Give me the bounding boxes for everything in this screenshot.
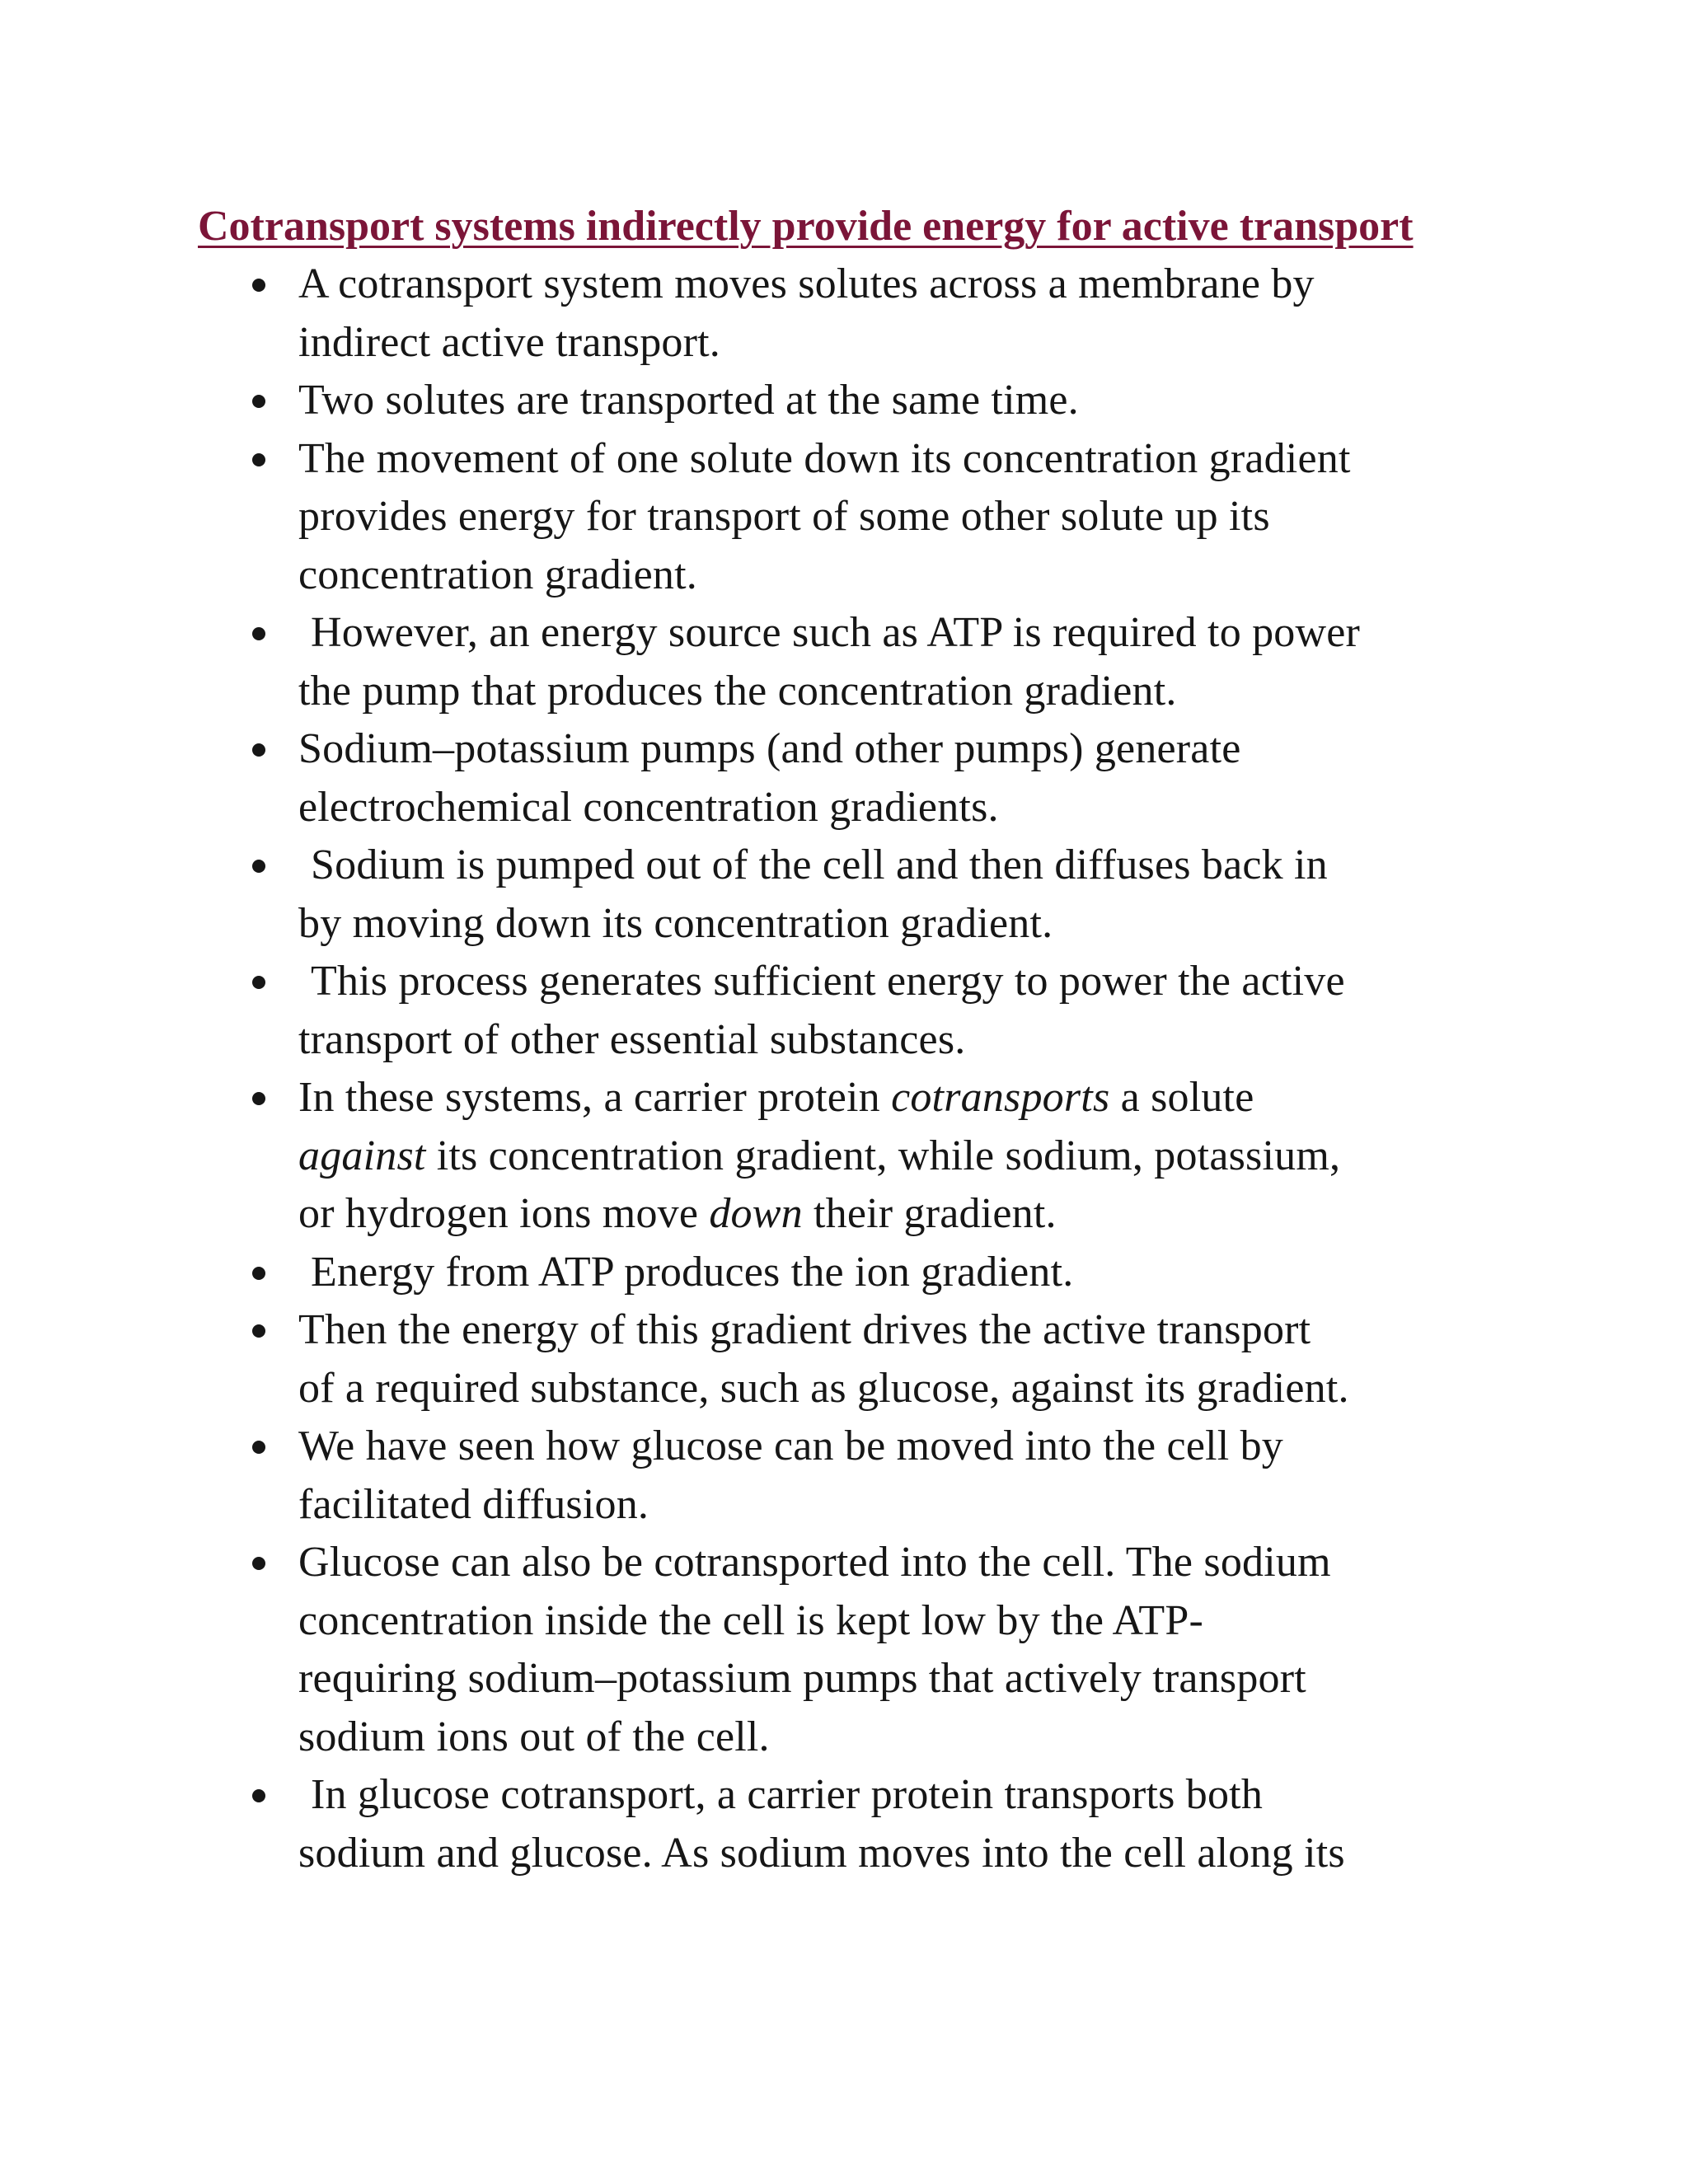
bullet-line <box>298 1127 1493 1186</box>
text-segment: Energy from ATP produces the ion gradient. <box>311 1248 1074 1296</box>
text-segment: In these systems, a carrier protein <box>298 1074 892 1121</box>
section-heading: Cotransport systems indirectly provide energy for active transport <box>198 203 1414 250</box>
bullet-line <box>298 1650 1493 1708</box>
bullet-line <box>298 314 1493 373</box>
bullet-dot-icon <box>252 860 265 873</box>
bullet-dot-icon <box>252 1092 265 1105</box>
text-segment: The movement of one solute down its concentration gradient <box>298 434 1351 482</box>
bullet-line <box>298 488 1493 546</box>
text-segment: We have seen how glucose can be moved into the cell by <box>298 1422 1283 1469</box>
bullet-item <box>298 837 1493 953</box>
bullet-line <box>298 1592 1493 1651</box>
bullet-line <box>298 430 1493 489</box>
text-segment: indirect active transport. <box>298 318 720 366</box>
text-segment: This process generates sufficient energy to power the active <box>311 958 1345 1005</box>
emphasized-text: down <box>709 1190 803 1237</box>
text-segment: Then the energy of this gradient drives the active transport <box>298 1306 1311 1353</box>
bullet-line <box>298 720 1493 779</box>
text-segment: of a required substance, such as glucose, against its gradient. <box>298 1364 1349 1412</box>
bullet-line <box>298 372 1493 430</box>
bullet-item <box>298 1418 1493 1534</box>
text-segment: its concentration gradient, while sodium, potassium, <box>425 1132 1341 1179</box>
bullet-line <box>298 1534 1493 1592</box>
bullet-line <box>298 663 1493 721</box>
bullet-line <box>298 1301 1493 1360</box>
bullet-line <box>298 1185 1493 1244</box>
text-segment: However, an energy source such as ATP is required to power <box>311 609 1361 656</box>
text-segment: transport of other essential substances. <box>298 1015 966 1063</box>
bullet-line <box>298 1360 1493 1418</box>
bullet-line <box>298 1418 1493 1476</box>
bullet-item <box>298 1069 1493 1244</box>
text-segment: Two solutes are transported at the same time. <box>298 377 1079 424</box>
bullet-item <box>298 255 1493 372</box>
text-segment: the pump that produces the concentration gradient. <box>298 667 1177 715</box>
bullet-dot-icon <box>252 1324 265 1338</box>
bullet-item <box>298 1534 1493 1766</box>
bullet-line <box>298 1476 1493 1535</box>
text-segment: requiring sodium–potassium pumps that actively transport <box>298 1655 1306 1702</box>
bullet-dot-icon <box>252 743 265 757</box>
text-segment: Glucose can also be cotransported into the cell. The sodium <box>298 1539 1331 1586</box>
bullet-line <box>298 779 1493 837</box>
bullet-item <box>298 1301 1493 1418</box>
bullet-dot-icon <box>252 1267 265 1280</box>
bullet-item <box>298 372 1493 430</box>
bullet-line <box>298 895 1493 954</box>
bullet-dot-icon <box>252 453 265 466</box>
text-segment: concentration inside the cell is kept low by the ATP- <box>298 1596 1204 1644</box>
bullet-line <box>298 1011 1493 1070</box>
text-segment: Sodium is pumped out of the cell and then diffuses back in <box>311 841 1328 888</box>
bullet-dot-icon <box>252 395 265 408</box>
bullet-dot-icon <box>252 279 265 292</box>
bullet-item <box>298 953 1493 1069</box>
bullet-line <box>298 604 1493 663</box>
text-segment: a solute <box>1109 1074 1254 1121</box>
text-segment: their gradient. <box>802 1190 1057 1237</box>
text-segment: sodium and glucose. As sodium moves into the cell along its <box>298 1829 1345 1877</box>
bullet-dot-icon <box>252 1789 265 1802</box>
bullet-item <box>298 430 1493 605</box>
bullet-line <box>298 1244 1493 1302</box>
bullet-line <box>298 1825 1493 1883</box>
bullet-line <box>298 1069 1493 1127</box>
text-segment: by moving down its concentration gradient. <box>298 899 1053 947</box>
bullet-item <box>298 1244 1493 1302</box>
bullet-item <box>298 720 1493 837</box>
bullet-line <box>298 1708 1493 1767</box>
text-segment: Sodium–potassium pumps (and other pumps) generate <box>298 725 1241 772</box>
text-segment: In glucose cotransport, a carrier protein transports both <box>311 1771 1264 1818</box>
bullet-line <box>298 953 1493 1011</box>
text-segment: provides energy for transport of some other solute up its <box>298 493 1270 540</box>
bullet-dot-icon <box>252 1557 265 1570</box>
bullet-line <box>298 255 1493 314</box>
bullet-line <box>298 1766 1493 1825</box>
bullet-dot-icon <box>252 1441 265 1454</box>
bullet-line <box>298 546 1493 605</box>
bullet-line <box>298 837 1493 895</box>
bullet-item <box>298 1766 1493 1882</box>
bullet-list <box>298 255 1493 1882</box>
text-segment: concentration gradient. <box>298 551 697 598</box>
bullet-dot-icon <box>252 627 265 640</box>
bullet-dot-icon <box>252 976 265 989</box>
text-segment: sodium ions out of the cell. <box>298 1713 770 1760</box>
text-segment: A cotransport system moves solutes across a membrane by <box>298 260 1315 307</box>
bullet-item <box>298 604 1493 720</box>
emphasized-text: cotransports <box>891 1074 1110 1121</box>
emphasized-text: against <box>298 1132 426 1179</box>
text-segment: or hydrogen ions move <box>298 1190 710 1237</box>
text-segment: facilitated diffusion. <box>298 1480 649 1528</box>
text-segment: electrochemical concentration gradients. <box>298 783 999 831</box>
